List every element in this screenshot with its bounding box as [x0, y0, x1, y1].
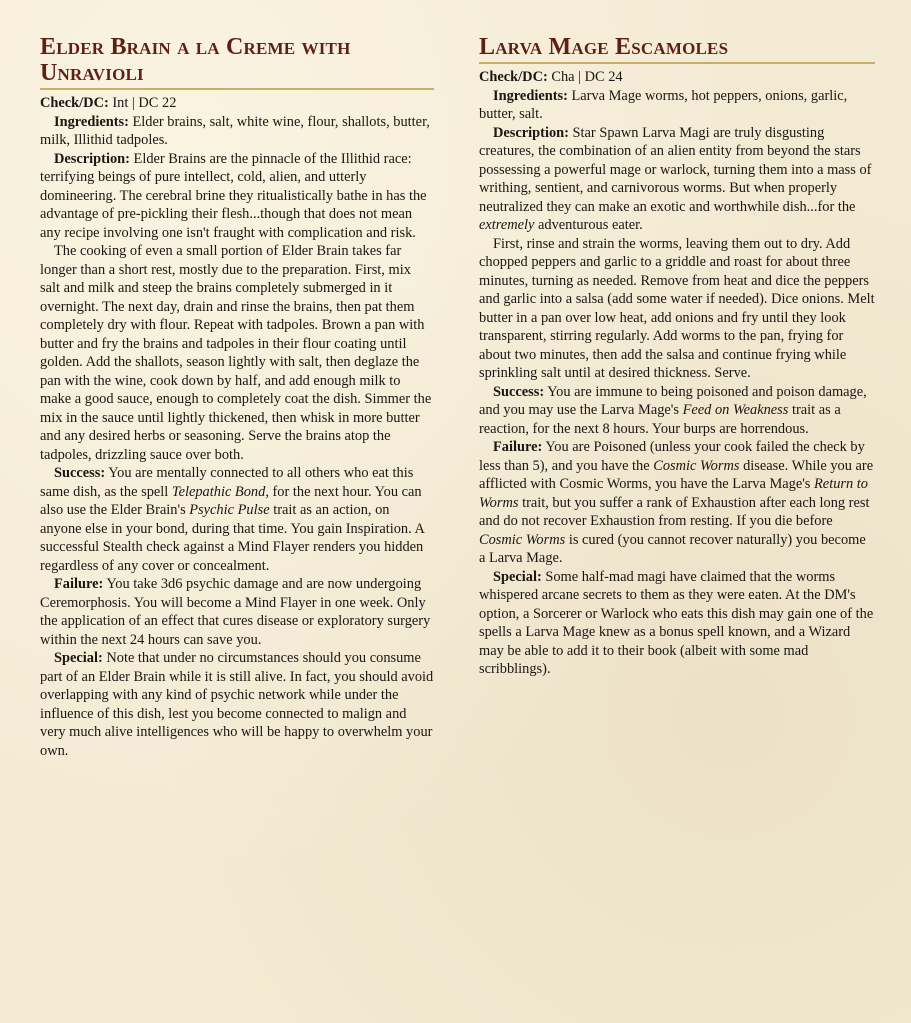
failure-text: You are Poisoned (unless your cook failed the check by less than 5), and you have the	[479, 439, 865, 474]
trait-name: Psychic Pulse	[189, 502, 270, 518]
special-paragraph	[479, 568, 875, 679]
ingredients-text: Elder brains, salt, white wine, flour, shallots, butter, milk, Illithid tadpoles.	[40, 113, 430, 148]
check-dc-label: Check/DC:	[479, 69, 548, 85]
success-text: , for the next hour. You can also use the Elder Brain's	[40, 483, 422, 518]
description-paragraph	[479, 124, 875, 235]
failure-text: You take 3d6 psychic damage and are now undergoing Ceremorphosis. You will become a Mind Flayer in one week. Only the application of an effect that cures disease or exploratory surgery within the next 24 hours can save you.	[40, 576, 431, 648]
check-dc-line	[40, 94, 434, 113]
trait-name: Return to Worms	[479, 476, 868, 511]
special-label: Special:	[54, 650, 103, 666]
ingredients-text: Larva Mage worms, hot peppers, onions, garlic, butter, salt.	[479, 87, 848, 122]
cooking-paragraph: First, rinse and strain the worms, leaving them out to dry. Add chopped peppers and garlic to a griddle and roast for about three minutes, turning as needed. Remove from heat and dice the peppers and garlic into a salsa (add some water if needed). Dice onions. Melt butter in a pan over low heat, add onions and fry until they look transparent, stirring regularly. Add worms to the pan, frying for about two minutes, then add the salsa and continue frying while sprinkling salt until at desired thickness. Serve.	[479, 235, 875, 381]
failure-text: trait, but you suffer a rank of Exhaustion after each long rest and do not recover Exhaustion from resting. If you die before	[479, 494, 870, 529]
check-dc-value: Cha | DC 24	[547, 69, 623, 85]
success-paragraph	[40, 464, 434, 575]
disease-name: Cosmic Worms	[479, 531, 566, 548]
description-label: Description:	[54, 150, 130, 167]
special-text: Note that under no circumstances should you consume part of an Elder Brain while it is still alive. In fact, you should avoid overlapping with any kind of psychic network while under the influence of this dish, lest you become connected to malign and very much alive intelligences who will be happy to overwhelm your own.	[40, 650, 434, 759]
ingredients-label: Ingredients:	[493, 87, 568, 104]
success-text: trait as an action, on anyone else in your bond, during that time. You gain Inspiration. A successful Stealth check against a Mind Flayer renders you hidden regardless of any cover or concealment.	[40, 502, 425, 574]
success-label: Success:	[54, 465, 106, 481]
check-dc-line	[479, 68, 875, 87]
check-dc-label: Check/DC:	[40, 95, 109, 111]
cooking-paragraph: The cooking of even a small portion of Elder Brain takes far longer than a short rest, mostly due to the preparation. First, mix salt and milk and steep the brains completely submerged in it overnight. The next day, drain and rinse the brains, then pat them completely dry with flour. Repeat with tadpoles. Brown a pan with butter and fry the brains and tadpoles in their flour coating until golden. Add the shallots, season lightly with salt, then deglaze the pan with the wine, cook down by half, and add enough milk to make a good sauce, enough to completely coat the dish. Simmer the mix in the sauce until lightly thickened, then whisk in more butter and any desired herbs or seasoning. Serve the brains atop the tadpoles, drizzling sauce over both.	[40, 243, 432, 463]
ingredients-paragraph	[479, 87, 875, 124]
success-text: trait as a reaction, for the next 8 hours. Your burps are horrendous.	[479, 402, 841, 437]
recipe-body	[479, 68, 875, 679]
recipe-title: Elder Brain a la Creme with Unravioli	[40, 34, 434, 90]
disease-name: Cosmic Worms	[653, 457, 740, 474]
description-text: adventurous eater.	[534, 217, 643, 233]
emphasis: extremely	[479, 217, 535, 233]
description-paragraph	[40, 150, 434, 243]
failure-paragraph	[479, 438, 875, 568]
description-text: Elder Brains are the pinnacle of the Illithid race: terrifying beings of pure intellect, cold, alien, and utterly domineering. The cerebral brine they ritualistically bathe in has the advantage of pre-pickling their flesh...though that does not mean any recipe involving one isn't fraught with complication and risk.	[40, 150, 427, 241]
check-dc-value: Int | DC 22	[108, 95, 177, 111]
success-text: You are mentally connected to all others who eat this same dish, as the spell	[40, 465, 414, 500]
failure-label: Failure:	[493, 439, 543, 455]
special-paragraph	[40, 649, 434, 760]
spell-name: Telepathic Bond	[171, 483, 266, 500]
success-text: You are immune to being poisoned and poison damage, and you may use the Larva Mage's	[479, 383, 867, 418]
recipe-body	[40, 94, 434, 760]
failure-paragraph	[40, 575, 434, 649]
recipe-elder-brain	[40, 0, 434, 760]
recipe-larva-mage	[479, 0, 875, 679]
special-text: Some half-mad magi have claimed that the worms whispered arcane secrets to them as they were eaten. At the DM's option, a Sorcerer or Warlock who eats this dish may gain one of the spells a Larva Mage knew as a bonus spell known, and a Wizard may be able to add it to their book (albeit with some mad scribblings).	[479, 568, 874, 677]
special-label: Special:	[493, 568, 542, 585]
description-text: Star Spawn Larva Magi are truly disgusting creatures, the combination of an alien entity from beyond the stars possessing a powerful mage or warlock, turning them into a mass of writhing, sentient, and carnivorous worms. But when properly neutralized they can make an exotic and worthwhile dish...for the	[479, 124, 872, 215]
ingredients-paragraph	[40, 113, 434, 150]
success-label: Success:	[493, 383, 545, 400]
recipe-title: Larva Mage Escamoles	[479, 34, 875, 64]
success-paragraph	[479, 383, 875, 439]
description-label: Description:	[493, 124, 569, 141]
trait-name: Feed on Weakness	[682, 402, 789, 418]
failure-text: disease. While you are afflicted with Cosmic Worms, you have the Larva Mage's	[479, 457, 874, 492]
ingredients-label: Ingredients:	[54, 113, 129, 130]
failure-text: is cured (you cannot recover naturally) you become a Larva Mage.	[479, 531, 866, 566]
failure-label: Failure:	[54, 576, 104, 592]
